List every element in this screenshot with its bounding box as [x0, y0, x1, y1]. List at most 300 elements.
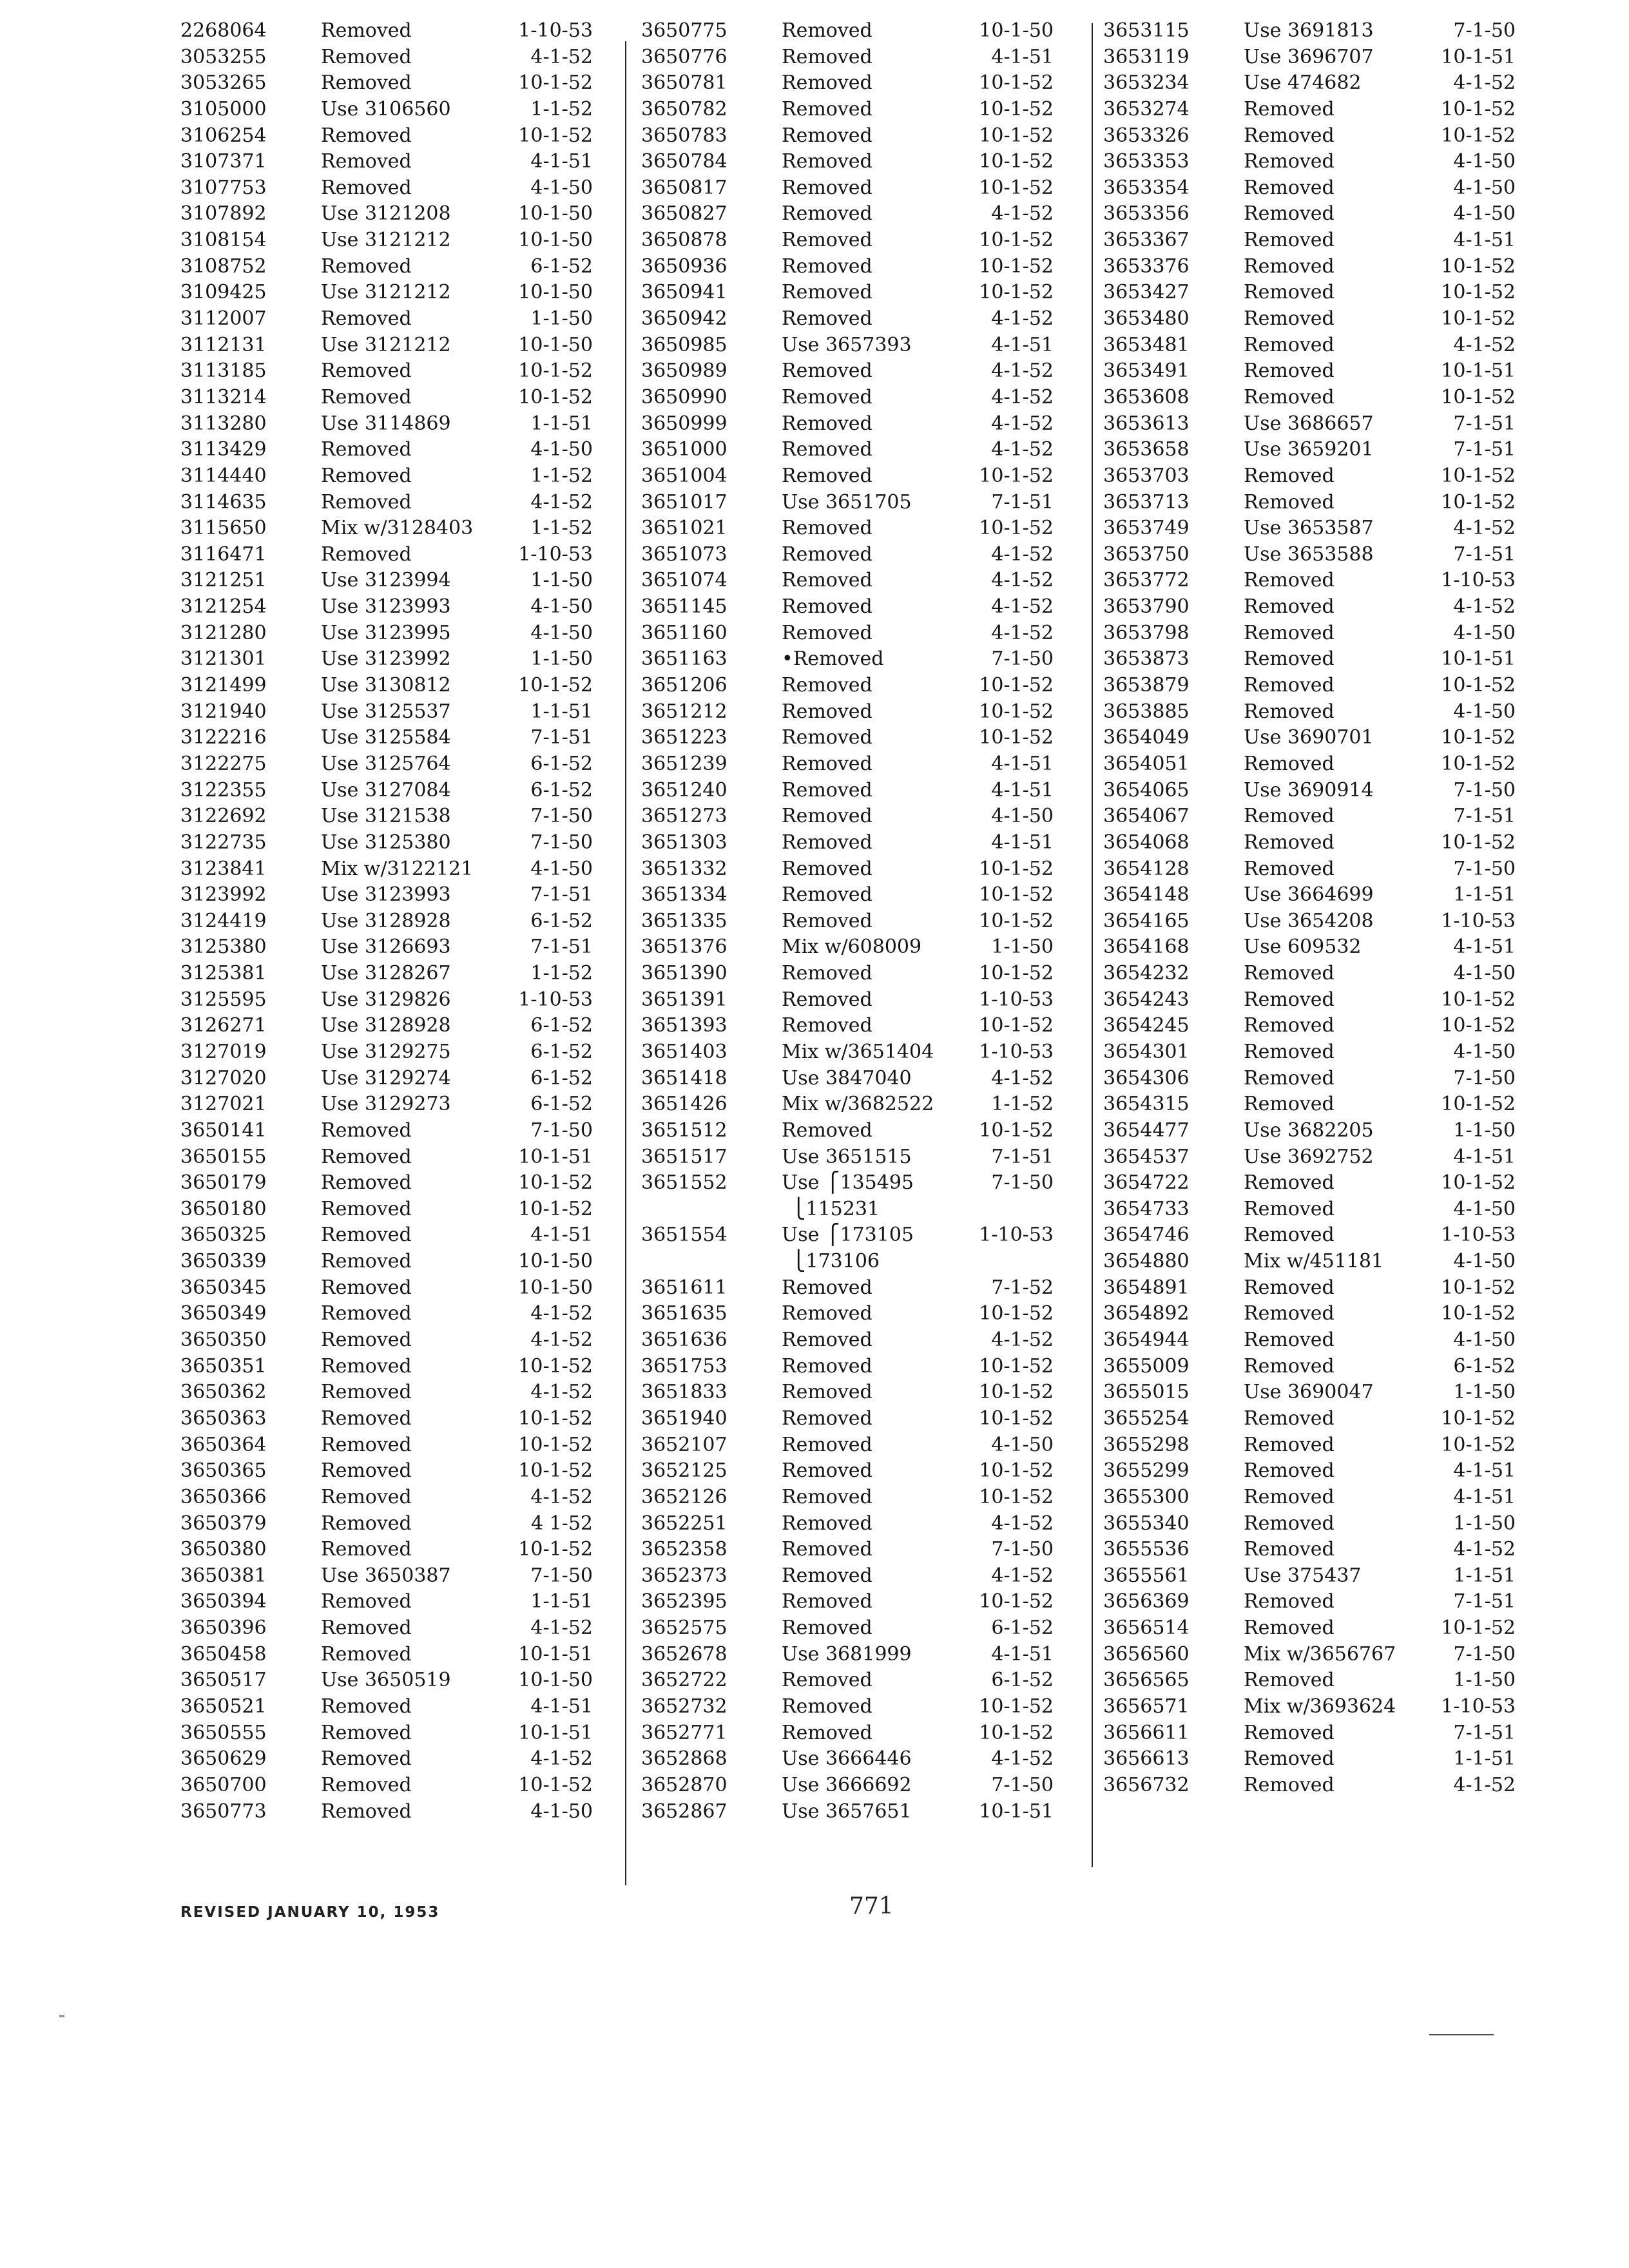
part-number: 3651145 [641, 595, 728, 619]
part-number: 3652771 [641, 1721, 728, 1744]
part-number: 3654068 [1103, 831, 1190, 854]
part-number: 3651335 [641, 909, 728, 932]
effective-date: 4-1-52 [991, 1066, 1054, 1090]
part-number: 3650629 [180, 1747, 267, 1771]
part-status: Removed [321, 72, 412, 95]
part-number: 3650379 [180, 1512, 267, 1535]
part-status: Use 609532 [1244, 936, 1362, 959]
part-status: Removed [1244, 464, 1335, 487]
part-row [180, 699, 593, 726]
part-number: 3651390 [641, 962, 728, 985]
part-status: Removed [1244, 595, 1335, 619]
part-status: Use 3129274 [321, 1066, 451, 1090]
effective-date: 10-1-52 [979, 150, 1054, 173]
part-row [1103, 437, 1516, 463]
part-status: Use 3650387 [321, 1564, 451, 1587]
effective-date: 4-1-52 [1453, 72, 1516, 95]
part-status: Removed [782, 1119, 872, 1142]
part-status: Use 3696707 [1244, 45, 1374, 68]
part-row [641, 1511, 1054, 1537]
effective-date: 10-1-52 [979, 1459, 1054, 1483]
part-status: Removed [1244, 1512, 1335, 1535]
part-status: Removed [1244, 1014, 1335, 1037]
part-status: Removed [321, 1433, 412, 1456]
part-status: Removed [782, 988, 872, 1011]
part-number: 3653658 [1103, 438, 1190, 461]
part-number: 3121280 [180, 621, 267, 644]
part-row [1103, 568, 1516, 594]
part-status: Removed [782, 595, 872, 619]
effective-date: 4-1-51 [991, 831, 1054, 854]
part-row [180, 44, 593, 71]
part-status: Mix w/608009 [782, 936, 922, 959]
scan-mark [59, 2015, 64, 2017]
part-row [641, 542, 1054, 568]
part-number: 3650380 [180, 1538, 267, 1561]
effective-date: 1-1-52 [530, 517, 593, 540]
part-row [641, 987, 1054, 1014]
part-number: 3650180 [180, 1197, 267, 1220]
part-row [641, 1039, 1054, 1066]
effective-date: 10-1-52 [1441, 281, 1516, 304]
part-status: Removed [321, 1721, 412, 1744]
part-number: 3650363 [180, 1407, 267, 1430]
effective-date: 10-1-50 [518, 281, 593, 304]
part-number: 3650942 [641, 307, 728, 331]
part-row [1103, 1275, 1516, 1302]
part-row [180, 1511, 593, 1537]
part-row [1103, 751, 1516, 778]
part-status: Removed [321, 438, 412, 461]
effective-date: 1-1-52 [530, 962, 593, 985]
part-row [1103, 987, 1516, 1014]
part-status: Removed [782, 176, 872, 199]
part-status: Use 3125380 [321, 831, 451, 854]
part-row [180, 542, 593, 568]
parts-column-3 [1103, 18, 1516, 1799]
effective-date: 10-1-52 [979, 1485, 1054, 1508]
effective-date: 10-1-52 [1441, 1276, 1516, 1299]
effective-date: 4-1-52 [991, 621, 1054, 644]
part-number: 3654477 [1103, 1119, 1190, 1142]
part-row [1103, 411, 1516, 437]
part-number: 3651239 [641, 752, 728, 775]
part-status: Use 3123994 [321, 569, 451, 592]
part-row [641, 882, 1054, 908]
effective-date: 7-1-51 [530, 936, 593, 959]
part-row [641, 934, 1054, 961]
part-number: 3654880 [1103, 1250, 1190, 1273]
part-row [1103, 149, 1516, 175]
part-number: 3127019 [180, 1040, 267, 1063]
part-number: 3652732 [641, 1695, 728, 1718]
part-number: 3652107 [641, 1433, 728, 1456]
part-row [180, 830, 593, 856]
part-number: 3654128 [1103, 857, 1190, 880]
part-number: 3127020 [180, 1066, 267, 1090]
effective-date: 1-1-50 [1453, 1381, 1516, 1404]
part-row [641, 201, 1054, 227]
part-status: Removed [1244, 569, 1335, 592]
part-number: 3653749 [1103, 517, 1190, 540]
part-number: 3650941 [641, 281, 728, 304]
part-status: Use 375437 [1244, 1564, 1362, 1587]
part-row [180, 123, 593, 149]
part-row [180, 961, 593, 987]
part-row [1103, 699, 1516, 726]
part-status: Use 3666692 [782, 1773, 912, 1796]
effective-date: 10-1-50 [518, 229, 593, 252]
part-status: Use 3650519 [321, 1669, 451, 1692]
effective-date: 4-1-50 [1453, 1040, 1516, 1063]
part-row [180, 1039, 593, 1066]
part-row [180, 411, 593, 437]
effective-date: 10-1-52 [1441, 1093, 1516, 1116]
effective-date: 10-1-52 [979, 1407, 1054, 1430]
part-status: Removed [1244, 1747, 1335, 1771]
part-status: Removed [1244, 1329, 1335, 1352]
effective-date: 1-10-53 [518, 988, 593, 1011]
part-status: Use 3664699 [1244, 883, 1374, 907]
part-status: Removed [782, 1617, 872, 1640]
part-row [641, 1485, 1054, 1511]
effective-date: 10-1-52 [518, 1433, 593, 1456]
effective-date: 1-1-50 [991, 936, 1054, 959]
part-number: 3653608 [1103, 385, 1190, 408]
part-row [641, 1379, 1054, 1406]
part-status: Removed [321, 1800, 412, 1823]
part-number: 3656565 [1103, 1669, 1190, 1692]
part-row [1103, 1537, 1516, 1563]
part-number: 3655254 [1103, 1407, 1190, 1430]
part-status: Removed [1244, 1354, 1335, 1378]
part-number: 2268064 [180, 19, 267, 42]
part-status: Removed [782, 1512, 872, 1535]
part-status: Removed [321, 1773, 412, 1796]
part-row [1103, 1249, 1516, 1275]
effective-date: 10-1-52 [518, 1354, 593, 1378]
part-number: 3653703 [1103, 464, 1190, 487]
effective-date: 7-1-50 [991, 1171, 1054, 1195]
part-row [180, 725, 593, 751]
effective-date: 1-10-53 [1441, 1695, 1516, 1718]
part-status: Removed [1244, 281, 1335, 304]
part-row [180, 1642, 593, 1668]
effective-date: 6-1-52 [530, 1014, 593, 1037]
effective-date: 4-1-50 [1453, 150, 1516, 173]
part-row [1103, 778, 1516, 804]
part-row [1103, 490, 1516, 516]
part-status: •Removed [782, 648, 884, 671]
part-number: 3114635 [180, 490, 267, 514]
part-row [641, 1406, 1054, 1432]
part-row [641, 490, 1054, 516]
part-number: 3651635 [641, 1302, 728, 1325]
effective-date: 10-1-52 [979, 1695, 1054, 1718]
part-status: Mix w/3122121 [321, 857, 474, 880]
part-row [641, 411, 1054, 437]
part-number: 3651636 [641, 1329, 728, 1352]
part-number: 3654067 [1103, 805, 1190, 828]
effective-date: 7-1-51 [530, 726, 593, 749]
part-row [1103, 1773, 1516, 1799]
part-status: Removed [1244, 648, 1335, 671]
part-status: Removed [1244, 255, 1335, 278]
part-row [641, 306, 1054, 332]
part-status: Removed [782, 857, 872, 880]
effective-date: 7-1-51 [1453, 543, 1516, 566]
part-number: 3114440 [180, 464, 267, 487]
effective-date: 4-1-52 [991, 1747, 1054, 1771]
effective-date: 10-1-52 [1441, 490, 1516, 514]
part-status: Removed [321, 1590, 412, 1613]
part-row [180, 1485, 593, 1511]
effective-date: 10-1-51 [518, 1721, 593, 1744]
part-number: 3651512 [641, 1119, 728, 1142]
effective-date: 1-10-53 [518, 19, 593, 42]
part-number: 3123841 [180, 857, 267, 880]
part-row [641, 1354, 1054, 1380]
part-row [1103, 1589, 1516, 1615]
part-number: 3653234 [1103, 72, 1190, 95]
part-status: Use 3129273 [321, 1093, 451, 1116]
part-row [1103, 1432, 1516, 1459]
part-status: Use 3651515 [782, 1145, 912, 1168]
effective-date: 10-1-50 [979, 19, 1054, 42]
effective-date: 10-1-52 [979, 1014, 1054, 1037]
part-status: Removed [321, 360, 412, 383]
part-row [641, 803, 1054, 830]
effective-date: 4-1-52 [991, 1512, 1054, 1535]
part-status: Removed [321, 543, 412, 566]
part-number: 3651393 [641, 1014, 728, 1037]
part-number: 3121301 [180, 648, 267, 671]
part-status: Removed [782, 281, 872, 304]
part-number: 3650350 [180, 1329, 267, 1352]
part-row [641, 97, 1054, 123]
part-status: Use 3847040 [782, 1066, 912, 1090]
part-status: Removed [782, 805, 872, 828]
part-number: 3053255 [180, 45, 267, 68]
part-status: Use 3121208 [321, 202, 451, 226]
part-status: Removed [1244, 202, 1335, 226]
part-status: Removed [782, 229, 872, 252]
part-number: 3651403 [641, 1040, 728, 1063]
part-status: Removed [782, 1381, 872, 1404]
part-number: 3655561 [1103, 1564, 1190, 1587]
part-number: 3126271 [180, 1014, 267, 1037]
part-number: 3650999 [641, 412, 728, 435]
part-number: 3127021 [180, 1093, 267, 1116]
part-status: Mix w/3682522 [782, 1093, 934, 1116]
part-row [641, 123, 1054, 149]
part-row [641, 1275, 1054, 1302]
part-status: Removed [782, 674, 872, 697]
part-row [1103, 254, 1516, 280]
effective-date: 4-1-51 [991, 45, 1054, 68]
part-status: Removed [321, 1617, 412, 1640]
part-number: 3651391 [641, 988, 728, 1011]
effective-date: 1-1-50 [530, 307, 593, 331]
effective-date: 1-10-53 [1441, 569, 1516, 592]
effective-date: 10-1-50 [518, 333, 593, 356]
effective-date: 4-1-52 [991, 543, 1054, 566]
part-row [1103, 803, 1516, 830]
part-number: 3652722 [641, 1669, 728, 1692]
part-number: 3656369 [1103, 1590, 1190, 1613]
effective-date: 10-1-50 [518, 1276, 593, 1299]
part-status: Removed [1244, 490, 1335, 514]
part-row [1103, 1615, 1516, 1642]
part-status: Use 3114869 [321, 412, 451, 435]
part-row [641, 1458, 1054, 1485]
part-number: 3116471 [180, 543, 267, 566]
part-number: 3653353 [1103, 150, 1190, 173]
part-number: 3654892 [1103, 1302, 1190, 1325]
part-status: Removed [1244, 1538, 1335, 1561]
part-number: 3651223 [641, 726, 728, 749]
part-row [180, 673, 593, 699]
part-number: 3651554 [641, 1224, 728, 1247]
part-number: 3650782 [641, 97, 728, 120]
part-row [641, 385, 1054, 411]
part-status: Removed [782, 1695, 872, 1718]
part-number: 3651517 [641, 1145, 728, 1168]
part-row [180, 306, 593, 332]
part-row [180, 280, 593, 306]
part-row [1103, 44, 1516, 71]
effective-date: 4-1-50 [1453, 202, 1516, 226]
part-number: 3653713 [1103, 490, 1190, 514]
part-number: 3653326 [1103, 124, 1190, 147]
effective-date: 7-1-50 [991, 648, 1054, 671]
part-row [180, 1170, 593, 1196]
effective-date: 10-1-52 [518, 1773, 593, 1796]
part-status: Removed [782, 412, 872, 435]
part-row [1103, 358, 1516, 385]
effective-date: 10-1-52 [979, 176, 1054, 199]
part-number: 3653750 [1103, 543, 1190, 566]
part-status: Use 3129275 [321, 1040, 451, 1063]
effective-date: 4-1-50 [1453, 962, 1516, 985]
part-status: Mix w/3651404 [782, 1040, 934, 1063]
effective-date: 7-1-50 [991, 1538, 1054, 1561]
part-row [641, 594, 1054, 620]
part-number: 3651163 [641, 648, 728, 671]
part-number: 3113185 [180, 360, 267, 383]
effective-date: 4-1-50 [530, 595, 593, 619]
effective-date: 10-1-52 [979, 883, 1054, 907]
part-number: 3112131 [180, 333, 267, 356]
part-status: Removed [321, 19, 412, 42]
part-status: Removed [321, 1302, 412, 1325]
part-number: 3651160 [641, 621, 728, 644]
part-number: 3656613 [1103, 1747, 1190, 1771]
part-status: Removed [321, 124, 412, 147]
part-row [180, 97, 593, 123]
part-row [180, 778, 593, 804]
part-status: Removed [321, 1512, 412, 1535]
part-status: Removed [1244, 307, 1335, 331]
part-number: 3121254 [180, 595, 267, 619]
part-number: 3652678 [641, 1642, 728, 1666]
part-status: Use 3125537 [321, 700, 451, 723]
part-row [1103, 1485, 1516, 1511]
part-row [180, 1249, 593, 1275]
part-status: Removed [1244, 1669, 1335, 1692]
part-row [180, 803, 593, 830]
part-row [180, 1563, 593, 1590]
part-number: 3651240 [641, 778, 728, 802]
part-number: 3650985 [641, 333, 728, 356]
part-number: 3654049 [1103, 726, 1190, 749]
part-status: Use 3128928 [321, 1014, 451, 1037]
part-row [641, 44, 1054, 71]
part-row [641, 699, 1054, 726]
part-status: Removed [321, 1171, 412, 1195]
part-status: Use 3690047 [1244, 1381, 1374, 1404]
part-number: 3651004 [641, 464, 728, 487]
part-status: Removed [1244, 1485, 1335, 1508]
part-row [180, 70, 593, 97]
effective-date: 7-1-50 [991, 1773, 1054, 1796]
part-number: 3656560 [1103, 1642, 1190, 1666]
part-row [180, 1773, 593, 1799]
effective-date: 10-1-52 [979, 464, 1054, 487]
part-number: 3651833 [641, 1381, 728, 1404]
part-number: 3112007 [180, 307, 267, 331]
part-number: 3654306 [1103, 1066, 1190, 1090]
part-row [1103, 1379, 1516, 1406]
part-number: 3654722 [1103, 1171, 1190, 1195]
effective-date: 10-1-52 [1441, 124, 1516, 147]
part-status: Removed [321, 1381, 412, 1404]
effective-date: 10-1-52 [979, 1381, 1054, 1404]
part-number: 3653274 [1103, 97, 1190, 120]
effective-date: 10-1-52 [1441, 1617, 1516, 1640]
part-row [1103, 1642, 1516, 1668]
effective-date: 10-1-52 [1441, 97, 1516, 120]
part-status: Removed [1244, 700, 1335, 723]
part-row [180, 1091, 593, 1118]
part-number: 3652373 [641, 1564, 728, 1587]
part-number: 3650776 [641, 45, 728, 68]
part-row [180, 1537, 593, 1563]
effective-date: 4-1-52 [991, 202, 1054, 226]
revision-note: REVISED JANUARY 10, 1953 [180, 1904, 440, 1921]
part-number: 3651273 [641, 805, 728, 828]
effective-date: 4-1-52 [530, 1747, 593, 1771]
effective-date: 7-1-50 [530, 1119, 593, 1142]
part-status: Use 3651705 [782, 490, 912, 514]
effective-date: 6-1-52 [1453, 1354, 1516, 1378]
part-status: Removed [1244, 97, 1335, 120]
part-number: 3654537 [1103, 1145, 1190, 1168]
part-status: Use 474682 [1244, 72, 1362, 95]
part-row [641, 1720, 1054, 1747]
effective-date: 10-1-52 [1441, 1014, 1516, 1037]
effective-date: 10-1-52 [979, 1590, 1054, 1613]
effective-date: 4-1-52 [1453, 1538, 1516, 1561]
part-number: 3652867 [641, 1800, 728, 1823]
effective-date: 4-1-51 [991, 778, 1054, 802]
part-number: 3125380 [180, 936, 267, 959]
part-row [1103, 1013, 1516, 1039]
part-status: Removed [321, 1538, 412, 1561]
part-number: 3108154 [180, 229, 267, 252]
part-status: Removed [1244, 1407, 1335, 1430]
part-number: 3653481 [1103, 333, 1190, 356]
